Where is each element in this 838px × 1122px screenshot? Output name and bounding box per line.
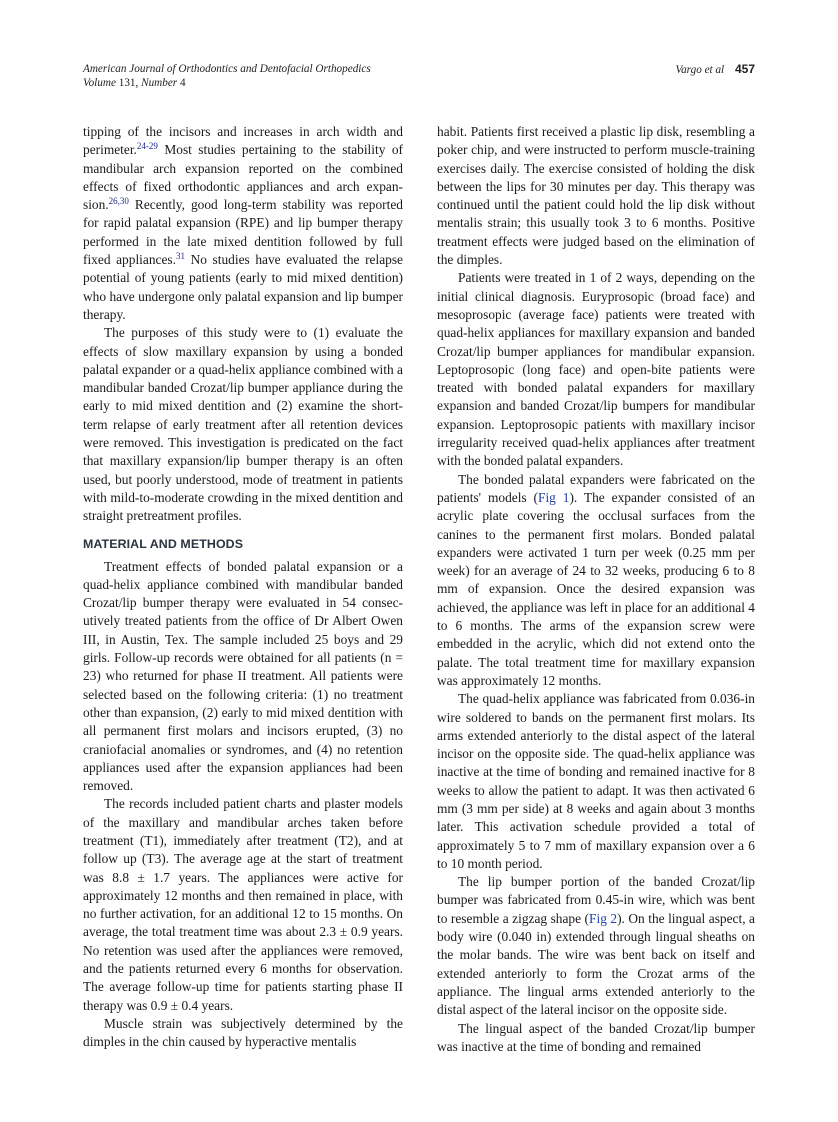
issue-number: 4	[179, 77, 186, 89]
citation-link[interactable]: 31	[175, 251, 185, 262]
journal-title: American Journal of Orthodontics and Dentofacial Orthopedics	[83, 63, 371, 75]
paragraph-lingual-aspect: The lingual aspect of the banded Crozat/lip bumper was inactive at the time of bonding and remained	[437, 1020, 755, 1054]
paragraph-muscle-strain: Muscle strain was subjectively determined by the dimples in the chin caused by hyperactive mentalis	[83, 1015, 403, 1050]
paragraph-records: The records included patient charts and plaster models of the maxillary and mandibular arches taken before treatment (T1), immediately after treatment (T2), and at follow up (T3). The average age at the start of treatment was 8.8 ± 1.7 years. The appliances were active for approximately 12 months and then remained in place, with no further activation, for an additional 12 to 15 months. On average, the total treatment time was about 2.3 ± 0.9 years. No retention was used after the appliances were removed, and the patients returned every 6 months for observation. The average follow-up time for patients starting phase II therapy was 0.9 ± 0.4 years.	[83, 796, 403, 1013]
paragraph-sample: Treatment effects of bonded palatal expansion or a quad-helix appliance combined with mandibular banded Crozat/lip bumper therapy were evaluated in 54 consecutively treated patients from the office of Dr Albert Owen III, in Austin, Tex. The sample included 25 boys and 29 girls. Follow-up records were obtained for all patients (n = 23) who returned for phase II treatment. All patients were selected based on the following criteria: (1) no treatment other than expansion, (2) early to mid mixed dentition with all permanent first molars and incisors erupted, (3) no craniofacial anomalies or syndromes, and (4) no retention appliances used after the expansion appliances had been removed.	[83, 558, 403, 794]
paragraph-intro-stability: tipping of the incisors and increases in arch width and perimeter.$^{24-29}$ Most studies pertaining to the stability of mandibular arch expansion reported on the combined effects of fixed orthodontic appliances and arch expansion.$^{26,30}$ Recently, good long-term stability was reported for rapid palatal expansion (RPE) and lip bumper therapy performed in the late mixed dentition followed by full fixed appliances.$^{31}$ No studies have evaluated the relapse potential of young patients (early to mid mixed dentition) who have undergone only palatal expansion and lip bumper therapy.	[83, 124, 403, 322]
volume-issue: Volume 131, Number 4	[83, 77, 186, 89]
author-page	[675, 62, 755, 77]
right-column	[437, 123, 755, 1056]
volume-label: Volume	[83, 77, 116, 89]
paragraph-treatment-ways: Patients were treated in 1 of 2 ways, depending on the initial clinical diagnosis. Euryprosopic (broad face) and mesoprosopic (average face) patients were treated with quad-helix appliances for maxillary expansion and banded Crozat/lip bumper appliances for mandibular expansion. Leptoprosopic (long face) and open-bite patients were treated with bonded palatal expanders for maxillary expansion and banded Crozat/lip bumpers for mandibular expansion. Leptoprosopic patients with maxillary incisor irregularity received quad-helix appliances after treatment with the bonded palatal expanders.	[437, 270, 755, 469]
paragraph-quad-helix: The quad-helix appliance was fabricated from 0.036-in wire soldered to bands on the permanent first molars. Its arms extended anteriorly to the distal aspect of the lateral incisor on the opposite side. The quad-helix appliance was inactive at the time of bonding and remained inactive for 8 weeks to allow the patient to adapt. It was then activated 6 mm (3 mm per side) at 8 weeks and again about 3 months later. This activation schedule provided a total of approximately 5 to 7 mm of maxillary expansion over a 6 to 10 month period.	[437, 691, 755, 871]
figure-link-1[interactable]: Fig 1	[538, 489, 570, 505]
volume-number: 131	[118, 77, 136, 89]
figure-link-2[interactable]: Fig 2	[589, 910, 618, 926]
paragraph-purposes: The purposes of this study were to (1) evaluate the effects of slow maxillary expansion by using a bonded palatal expander or a quad-helix appliance combined with a mandibular banded Crozat/lip bumper appliance during the early to mid mixed dentition and (2) examine the short-term relapse of early treatment after all retention devices were removed. This investigation is predicated on the fact that maxillary expansion/lip bumper therapy is an often used, but poorly understood, mode of treatment in patients with mild-to-moderate crowding in the mixed dentition and straight pretreatment profiles.	[83, 325, 403, 524]
paragraph-lip-disk: habit. Patients first received a plastic lip disk, resembling a poker chip, and were instructed to perform muscle-training exercises daily. The exercise consisted of holding the disk between the lips for 30 minutes per day. This therapy was continued until the patient could hold the lip disk without mentalis strain; this usually took 3 to 6 months. Positive treatment effects were judged based on the elimination of the dimples.	[437, 124, 755, 268]
paragraph-lip-bumper: The lip bumper portion of the banded Crozat/lip bumper was fabricated from 0.45-in wire, which was bent to resemble a zigzag shape (Fig 2). On the lingual aspect, a body wire (0.040 in) extended through lingual sheaths on the molar bands. The wire was bent back on itself and extended anteriorly to form the Crozat arms of the appliance. The lingual arms extended anteriorly to the distal aspect of the lateral incisor on the opposite side.	[437, 874, 755, 1018]
running-authors: Vargo et al	[675, 64, 725, 76]
paragraph-bonded-expanders: The bonded palatal expanders were fabricated on the patients' models (Fig 1). The expander consisted of an acrylic plate covering the occlusal surfaces from the canines to the permanent first molars. Bonded palatal expanders were activated 1 turn per week (0.25 mm per week) for an average of 24 to 32 weeks, producing 6 to 8 mm of expansion. Once the desired expansion was achieved, the appliance was left in place for an additional 4 to 6 months. The arms of the expansion screw were embedded in the acrylic, which did not extend onto the palate. The total treatment time for maxillary expansion was approximately 12 months.	[437, 471, 755, 688]
section-heading-methods: MATERIAL AND METHODS	[83, 536, 244, 551]
citation-link[interactable]: 24-29	[136, 141, 158, 152]
journal-info	[83, 62, 371, 90]
citation-link[interactable]: 26,30	[108, 196, 129, 207]
left-column	[83, 123, 403, 1052]
page-number: 457	[734, 62, 755, 76]
number-label: Number	[141, 77, 178, 89]
